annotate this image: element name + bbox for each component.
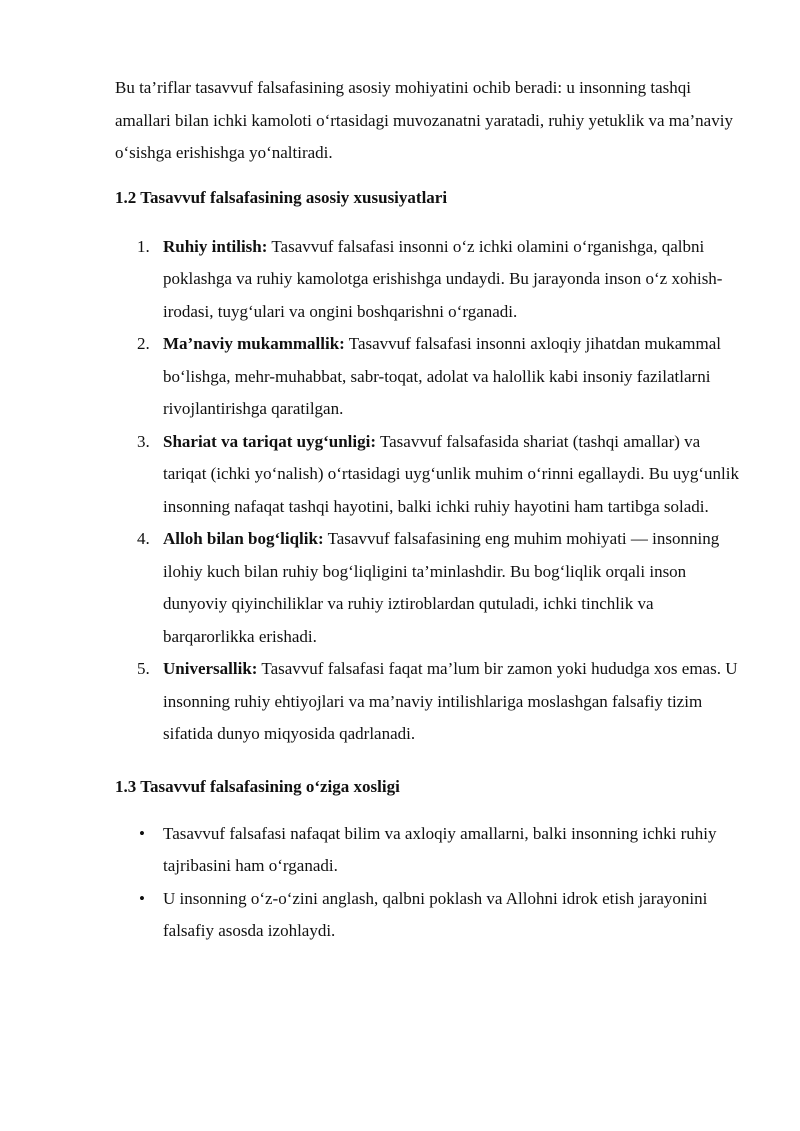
list-item — [115, 653, 740, 751]
list-item — [115, 818, 740, 883]
list-number: 5. — [137, 659, 150, 678]
list-item — [115, 231, 740, 329]
list-item — [115, 328, 740, 426]
item-text: U insonning o‘z-o‘zini anglash, qalbni poklash va Allohni idrok etish jarayonini falsafiy asosda izohlaydi. — [163, 888, 708, 940]
section-heading-1-3: 1.3 Tasavvuf falsafasining o‘ziga xosligi — [115, 776, 400, 796]
section-heading-1-2: 1.2 Tasavvuf falsafasining asosiy xususiyatlari — [115, 187, 448, 207]
list-number: 2. — [137, 334, 150, 353]
item-text: Tasavvuf falsafasida shariat (tashqi amallar) va tariqat (ichki yo‘nalish) o‘rtasidagi uyg‘unlik muhim o‘rinni egallaydi. Bu uyg‘unlik insonning nafaqat tashqi hayotini, balki ichki ruhiy hayotini ham tartibga soladi. — [163, 431, 739, 516]
item-lead: Ruhiy intilish: — [163, 236, 268, 256]
item-text: Tasavvuf falsafasi nafaqat bilim va axloqiy amallarni, balki insonning ichki ruhiy tajribasini ham o‘rganadi. — [163, 823, 717, 875]
intro-paragraph: Bu ta’riflar tasavvuf falsafasining asosiy mohiyatini ochib beradi: u insonning tashqi amallari bilan ichki kamoloti o‘rtasidagi muvozanatni yaratadi, ruhiy yetuklik va ma’naviy o‘sishga erishishga yo‘naltiradi. — [115, 78, 733, 162]
list-number: 3. — [137, 431, 150, 451]
item-text: Tasavvuf falsafasi insonni axloqiy jihatdan mukammal bo‘lishga, mehr-muhabbat, sabr-toqat, adolat va halollik kabi insoniy fazilatlarni rivojlantirishga qaratilgan. — [163, 334, 722, 418]
item-lead: Universallik: — [163, 659, 258, 678]
item-lead: Shariat va tariqat uyg‘unligi: — [163, 431, 376, 451]
document-page — [115, 72, 740, 948]
item-text: Tasavvuf falsafasi insonni o‘z ichki olamini o‘rganishga, qalbni poklashga va ruhiy kamolotga erishishga undaydi. Bu jarayonda inson o‘z xohish-irodasi, tuyg‘ulari va ongini boshqarishni o‘rganadi. — [163, 236, 723, 321]
bullet-icon: • — [139, 888, 145, 908]
list-item — [115, 883, 740, 948]
item-text: Tasavvuf falsafasi faqat ma’lum bir zamon yoki hududga xos emas. U insonning ruhiy ehtiyojlari va ma’naviy intilishlariga moslashgan falsafiy tizim sifatida dunyo miqyosida qadrlanadi. — [163, 659, 738, 743]
list-item — [115, 523, 740, 653]
features-numbered-list — [115, 231, 740, 751]
item-text: Tasavvuf falsafasining eng muhim mohiyati — insonning ilohiy kuch bilan ruhiy bog‘liqligini ta’minlashdir. Bu bog‘liqlik orqali inson dunyoviy qiyinchiliklar va ruhiy iztiroblardan qutuladi, ichki tinchlik va barqarorlikka erishadi. — [163, 529, 720, 646]
list-number: 1. — [137, 236, 150, 256]
bullet-icon: • — [139, 823, 145, 843]
list-item — [115, 426, 740, 524]
item-lead: Alloh bilan bog‘liqlik: — [163, 529, 324, 548]
peculiarities-bullet-list — [115, 818, 740, 948]
item-lead: Ma’naviy mukammallik: — [163, 334, 345, 353]
list-number: 4. — [137, 529, 150, 548]
